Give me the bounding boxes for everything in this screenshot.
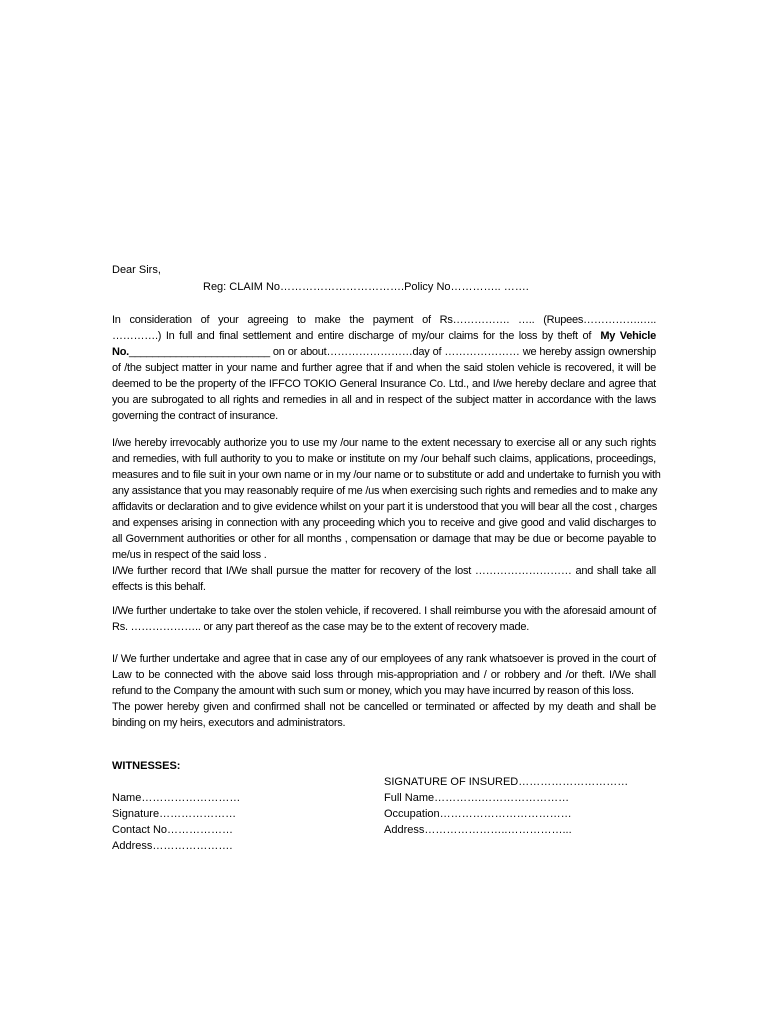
para2-line: I/we hereby irrevocably authorize you to use my /our name to the extent necessary to exercise all or any such rights bbox=[112, 437, 656, 449]
para2-line: affidavits or declaration and to give evidence whilst on your part it is understood that you will bear all the cost , charges bbox=[112, 501, 658, 513]
paragraph-assignment bbox=[112, 312, 656, 424]
witness-signature-field: Signature………………… bbox=[112, 808, 237, 820]
para4-line: The power hereby given and confirmed shall not be cancelled or terminated or affected by my death and shall be bbox=[112, 701, 656, 713]
para3-line: I/We further undertake to take over the stolen vehicle, if recovered. I shall reimburse you with the aforesaid amount of bbox=[112, 605, 656, 617]
para2-line: and remedies, with full authority to you to make or institute on my /our behalf such claims, applications, proceedings, bbox=[112, 453, 656, 465]
paragraph-reimbursement bbox=[112, 603, 656, 635]
para4-line: I/ We further undertake and agree that in case any of our employees of any rank whatsoever is proved in the court of bbox=[112, 653, 656, 665]
vehicle-no-blank: ________________________ bbox=[128, 346, 270, 358]
witness-address-field: Address…………………. bbox=[112, 840, 233, 852]
vehicle-no-label: No. bbox=[112, 346, 129, 358]
insured-occupation-field: Occupation……………………………… bbox=[384, 808, 572, 820]
witness-contact-field: Contact No……………… bbox=[112, 824, 234, 836]
para4-line: binding on my heirs, executors and administrators. bbox=[112, 717, 346, 729]
witnesses-heading: WITNESSES: bbox=[112, 760, 181, 772]
para1-line: you are subrogated to all rights and remedies in all and in respect of the subject matter in accordance with the laws bbox=[112, 394, 656, 406]
reg-claim-line: Reg: CLAIM No…………………………….Policy No………….. ……. bbox=[203, 281, 529, 293]
para2-line: any assistance that you may reasonably require of me /us when exercising such rights and remedies and to make any bbox=[112, 485, 658, 497]
para1-line: governing the contract of insurance. bbox=[112, 410, 278, 422]
paragraph-authorization bbox=[112, 435, 661, 595]
my-vehicle-label: My Vehicle bbox=[600, 330, 656, 342]
para2-line: and expenses arising in connection with any proceeding which you to receive and give good and valid discharges to bbox=[112, 517, 656, 529]
para2-line: all Government authorities or other for all months , compensation or damage that may be due or become payable to bbox=[112, 533, 656, 545]
witness-name-field: Name……………………… bbox=[112, 792, 241, 804]
para4-line: refund to the Company the amount with such sum or money, which you may have incurred by reason of this loss. bbox=[112, 685, 634, 697]
para2-line: I/We further record that I/We shall pursue the matter for recovery of the lost ……………………… and shall take all bbox=[112, 565, 656, 577]
insured-full-name-field: Full Name………….…………………… bbox=[384, 792, 570, 804]
para1-line: deemed to be the property of the IFFCO TOKIO General Insurance Co. Ltd., and I/we hereby declare and agree that bbox=[112, 378, 656, 390]
salutation: Dear Sirs, bbox=[112, 264, 161, 276]
para1-line: In consideration of your agreeing to make the payment of Rs……………. ….. (Rupees…………….….. bbox=[112, 314, 656, 326]
para2-line: measures and to file suit in your own name or in my /our name or to substitute or add and undertake to furnish you with bbox=[112, 469, 661, 481]
para2-line: effects is this behalf. bbox=[112, 581, 206, 593]
para1-line: of /the subject matter in your name and further agree that if and when the said stolen vehicle is recovered, it will be bbox=[112, 362, 656, 374]
para3-line: Rs. ……………….. or any part thereof as the case may be to the extent of recovery made. bbox=[112, 621, 529, 633]
insured-signature-heading: SIGNATURE OF INSURED………………………… bbox=[384, 776, 629, 788]
insured-address-field: Address…………………..……………... bbox=[384, 824, 572, 836]
para2-line: me/us in respect of the said loss . bbox=[112, 549, 267, 561]
para1-line: No.________________________ on or about……………………day of ………………… we hereby assign ownership bbox=[112, 346, 656, 358]
para1-line: ………….) In full and final settlement and entire discharge of my/our claims for the loss by theft of My Vehicle bbox=[112, 330, 656, 342]
para4-line: Law to be connected with the above said loss through mis-appropriation and / or robbery and /or theft. I/We shall bbox=[112, 669, 656, 681]
paragraph-undertaking bbox=[112, 651, 656, 731]
